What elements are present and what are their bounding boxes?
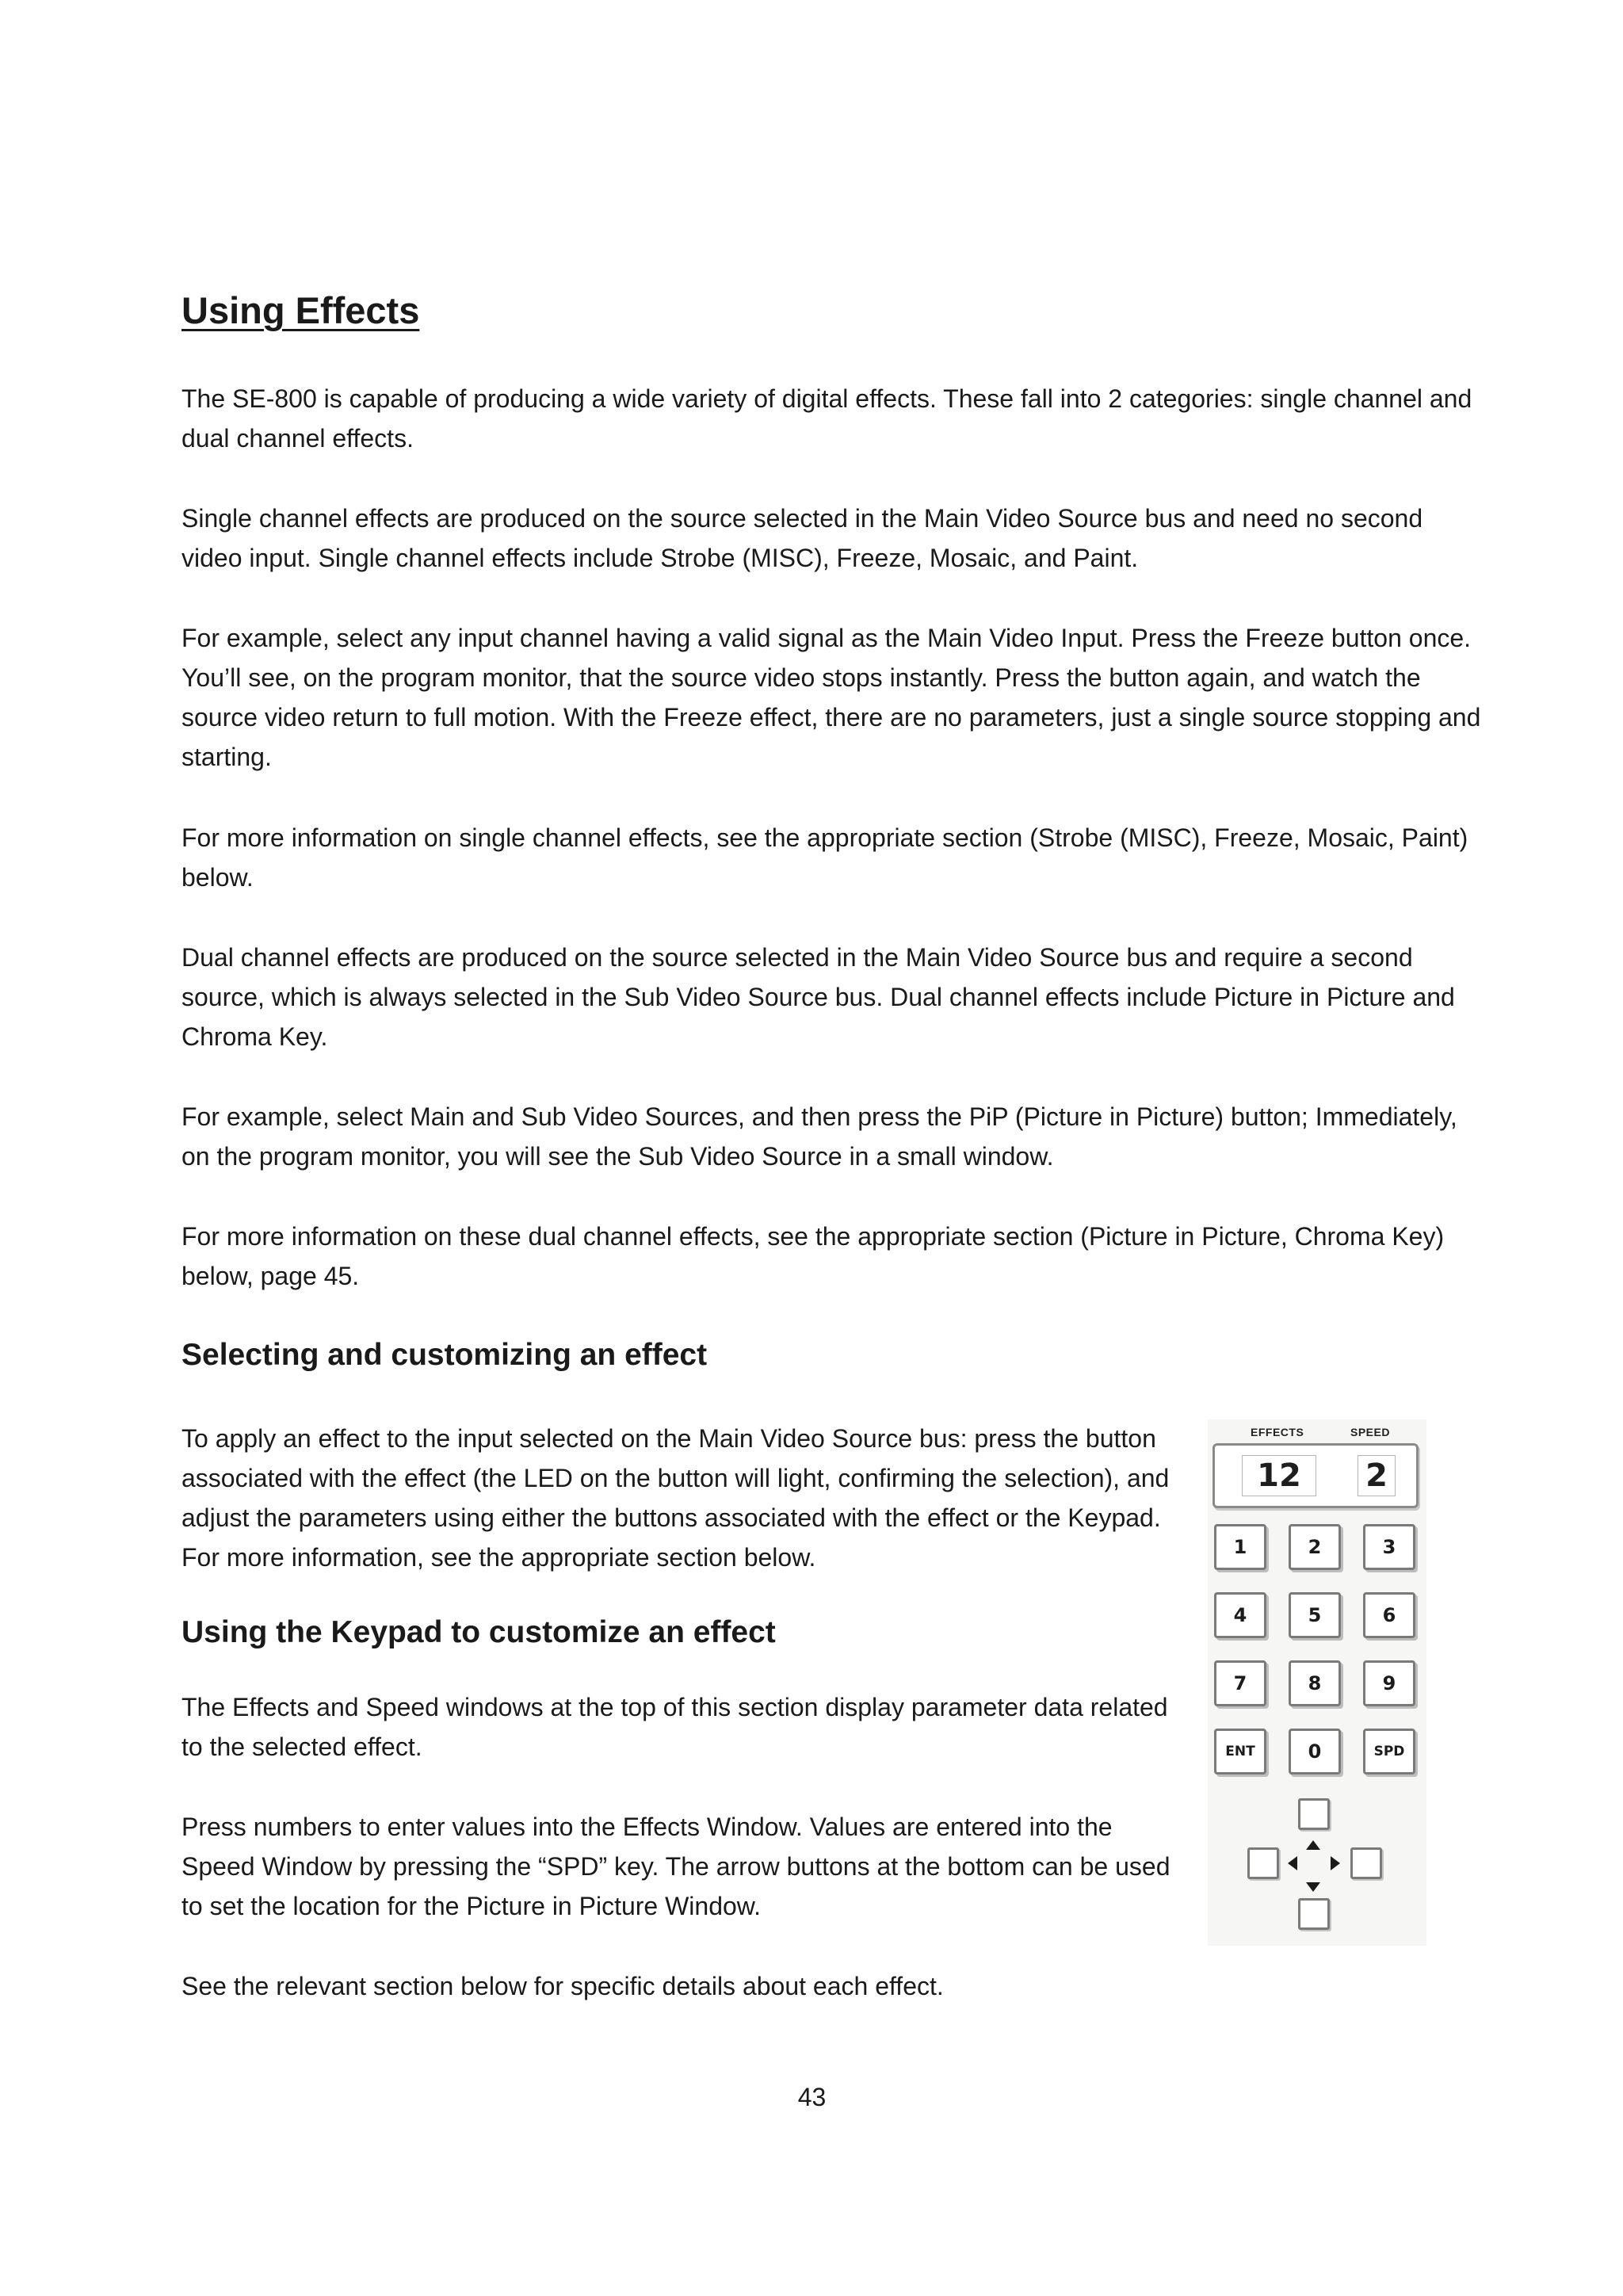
paragraph-keypad-windows: The Effects and Speed windows at the top of this section display parameter data related to the selected effect. [181,1693,1168,1761]
paragraph-dual-channel: Dual channel effects are produced on the source selected in the Main Video Source bus and require a second source, which is always selected in the Sub Video Source bus. Dual channel effects include Picture in Picture and Chroma Key. [181,943,1455,1051]
key-1: 1 [1214,1524,1266,1570]
paragraph-see-relevant: See the relevant section below for specific details about each effect. [181,1972,944,2000]
key-ent: ENT [1214,1729,1266,1775]
key-2: 2 [1289,1524,1341,1570]
key-6: 6 [1363,1592,1415,1638]
paragraph-keypad-entry: Press numbers to enter values into the Effects Window. Values are entered into the Speed Window by pressing the “SPD” key. The arrow buttons at the bottom can be used to set the location for the Picture in Picture Window. [181,1813,1170,1920]
arrow-down-button [1298,1898,1330,1930]
key-3: 3 [1363,1524,1415,1570]
left-arrow-icon [1288,1856,1297,1870]
arrow-right-button [1350,1847,1382,1879]
heading-selecting-effect: Selecting and customizing an effect [181,1338,708,1372]
right-arrow-icon [1331,1856,1340,1870]
heading-using-keypad: Using the Keypad to customize an effect [181,1615,776,1649]
page-number: 43 [797,2083,827,2111]
effects-label: EFFECTS [1251,1426,1304,1438]
key-0: 0 [1289,1729,1341,1775]
key-5: 5 [1289,1592,1341,1638]
speed-window: 2 [1358,1455,1396,1496]
paragraph-intro: The SE-800 is capable of producing a wide variety of digital effects. These fall into 2 categories: single channel and dual channel effects. [181,384,1472,453]
keypad-display [1212,1443,1419,1508]
paragraph-selecting-effect: To apply an effect to the input selected on the Main Video Source bus: press the button associated with the effect (the LED on the button will light, confirming the selection), and adjust the parameters using either the buttons associated with the effect or the Keypad. For more information, see the appropriate section below. [181,1424,1170,1572]
arrow-left-button [1247,1847,1279,1879]
paragraph-pip-example: For example, select Main and Sub Video Sources, and then press the PiP (Picture in Picture) button; Immediately, on the program monitor, you will see the Sub Video Source in a small window. [181,1102,1457,1171]
paragraph-dual-more-info: For more information on these dual channel effects, see the appropriate section (Picture in Picture, Chroma Key) below, page 45. [181,1222,1445,1290]
page-title: Using Effects [181,289,420,331]
key-4: 4 [1214,1592,1266,1638]
key-9: 9 [1363,1660,1415,1706]
paragraph-single-more-info: For more information on single channel effects, see the appropriate section (Strobe (MISC), Freeze, Mosaic, Paint) below. [181,823,1468,892]
up-arrow-icon [1306,1840,1320,1850]
arrow-up-button [1298,1798,1330,1830]
keypad-figure [1208,1419,1426,1946]
key-8: 8 [1289,1660,1341,1706]
speed-label: SPEED [1350,1426,1390,1438]
down-arrow-icon [1306,1882,1320,1892]
paragraph-freeze-example: For example, select any input channel having a valid signal as the Main Video Input. Press the Freeze button once. You’ll see, on the program monitor, that the source video stops instantly. Press the button again, and watch the source video return to full motion. With the Freeze effect, there are no parameters, just a single source stopping and starting. [181,624,1481,771]
effects-window: 12 [1242,1455,1316,1496]
key-spd: SPD [1363,1729,1415,1775]
key-7: 7 [1214,1660,1266,1706]
paragraph-single-channel: Single channel effects are produced on the source selected in the Main Video Source bus and need no second video input. Single channel effects include Strobe (MISC), Freeze, Mosaic, and Paint. [181,504,1423,572]
